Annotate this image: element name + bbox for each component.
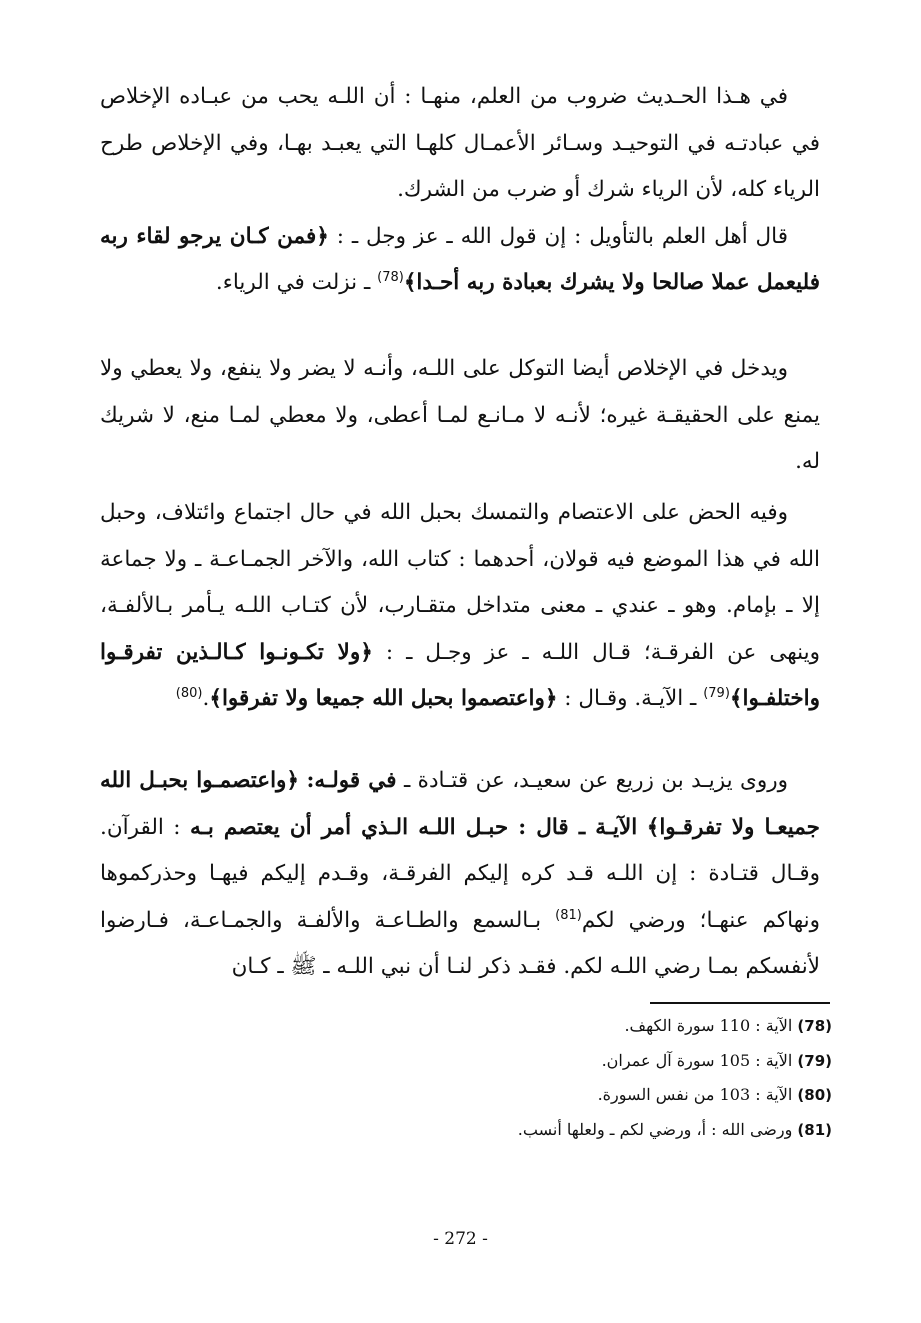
quran-verse-imran-105: ﴿ولا تكـونـوا كـالـذين تفرقـوا واختلفـوا﴾ xyxy=(100,639,820,711)
footnote-ref-78: (78) xyxy=(377,269,404,285)
paragraph-4-text: وفيه الحض على الاعتصام والتمسك بحبل الله في حال اجتماع وائتلاف، وحبل الله في هذا الموضع فيه قولان، أحدهما : كتاب الله، والآخر الجمـاعـة ـ ولا جماعة إلا ـ بإمام. وهو ـ عندي ـ معنى متداخل متقـارب، لأن كتـاب اللـه يـأمر بـالألفـة، وينهى عن الفرقـة؛ قـال اللـه ـ عز وجـل ـ : xyxy=(100,500,820,665)
paragraph-5 xyxy=(100,758,820,991)
footnote-number: (81) xyxy=(797,1120,832,1139)
paragraph-5-text-1: : القرآن. وقـال قتـادة : إن اللـه قـد كره إليكم الفرقـة، وقـدم إليكم فيهـا وحذركموها ونهاكم عنهـا؛ ورضي لكم xyxy=(100,814,820,933)
main-text-continued-2 xyxy=(100,490,820,723)
paragraph-2-outro: ـ نزلت في الرياء. xyxy=(215,270,378,295)
paragraph-2-intro: قال أهل العلم بالتأويل : إن قول الله ـ عز وجل ـ : xyxy=(336,223,788,249)
paragraph-5-text-2: بـالسمع والطـاعـة والألفـة والجمـاعـة، فـارضوا لأنفسكم بمـا رضي اللـه لكم. فقـد ذكر لنـا أن نبي اللـه ـ ﷺ ـ كـان xyxy=(100,907,820,979)
quran-verse-imran-103: ﴿واعتصموا بحبل الله جميعا ولا تفرقوا﴾ xyxy=(209,686,558,711)
footnote-number: (80) xyxy=(797,1086,832,1104)
footnotes xyxy=(400,1009,832,1147)
footnote-ref-81: (81) xyxy=(555,907,582,923)
footnote-divider xyxy=(650,1002,830,1004)
footnote-number: (78) xyxy=(797,1017,832,1035)
paragraph-1-text: في هـذا الحـديث ضروب من العلم، منهـا : أن اللـه يحب من عبـاده الإخلاص في عبادتـه في التوحيـد وسـائر الأعمـال كلهـا التي يعبـد بهـا، وفي الإخلاص طرح الرياء كله، لأن الرياء شرك أو ضرب من الشرك. xyxy=(100,84,820,202)
footnote-80 xyxy=(400,1078,832,1113)
quran-verse-qatada: ﴿واعتصمـوا بحبـل الله جميعـا ولا تفرقـوا﴾ xyxy=(100,768,820,840)
footnote-ref-79: (79) xyxy=(703,685,730,701)
paragraph-4 xyxy=(100,490,820,723)
main-text-continued-1 xyxy=(100,346,820,486)
footnote-text: الآية : 110 سورة الكهف. xyxy=(624,1016,793,1035)
paragraph-4-mid: ـ الآيـة. وقـال : xyxy=(564,686,704,711)
paragraph-1 xyxy=(100,74,820,214)
paragraph-2 xyxy=(100,214,820,307)
footnote-78 xyxy=(400,1009,832,1044)
paragraph-4-end: . xyxy=(202,686,210,711)
footnote-text: الآية : 103 من نفس السورة. xyxy=(597,1085,793,1104)
main-text-continued-3 xyxy=(100,758,820,991)
footnote-79 xyxy=(400,1044,832,1079)
page-number: - 272 - xyxy=(433,1229,488,1249)
paragraph-3-text: ويدخل في الإخلاص أيضا التوكل على اللـه، وأنـه لا يضر ولا ينفع، ولا يعطي ولا يمنع على الحقيقـة غيره؛ لأنـه لا مـانـع لمـا أعطى، ولا معطي لمـا منع، لا شريك له. xyxy=(100,356,820,474)
footnote-text: ورضى الله : أ، ورضي لكم ـ ولعلها أنسب. xyxy=(517,1119,793,1139)
footnote-81 xyxy=(400,1113,832,1148)
paragraph-3 xyxy=(100,346,820,486)
paragraph-5-intro: وروى يزيـد بن زريع عن سعيـد، عن قتـادة ـ xyxy=(403,768,788,793)
footnote-text: الآية : 105 سورة آل عمران. xyxy=(601,1050,793,1070)
main-text xyxy=(100,74,820,307)
paragraph-5-bold-1: في قولـه: xyxy=(306,768,397,793)
quran-verse-kahf: ﴿فمن كـان يرجو لقاء ربه فليعمل عملا صالحا ولا يشرك بعبادة ربه أحـدا﴾ xyxy=(100,223,820,295)
footnote-ref-80: (80) xyxy=(175,685,203,701)
paragraph-5-bold-2: الآيـة ـ قال : حبـل اللـه الـذي أمر أن يعتصم بـه xyxy=(190,814,638,840)
footnote-number: (79) xyxy=(797,1051,832,1070)
